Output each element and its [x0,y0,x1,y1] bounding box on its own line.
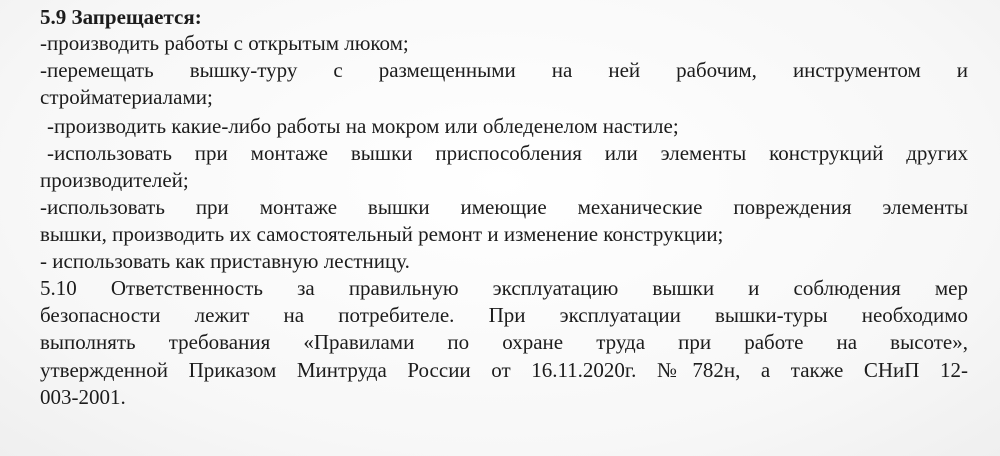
text-line: - использовать как приставную лестницу. [40,249,410,273]
text-line: -производить работы с открытым люком; [40,31,409,55]
text-line: безопасности лежит на потребителе. При эксплуатации вышки-туры необходимо [40,303,968,327]
text-line: -перемещать вышку-туру с размещенными на ней рабочим, инструментом и [40,58,968,82]
text-line: вышки, производить их самостоятельный ремонт и изменение конструкции; [40,222,724,246]
text-line: 5.10 Ответственность за правильную эксплуатацию вышки и соблюдения мер [40,276,968,300]
text-line: 003-2001. [40,385,126,409]
text-line: -использовать при монтаже вышки имеющие механические повреждения элементы [40,195,968,219]
section-heading: 5.9 Запрещается: [40,5,202,29]
text-line: -производить какие-либо работы на мокром или обледенелом настиле; [47,114,679,138]
text-line: производителей; [40,168,189,192]
text-line: утвержденной Приказом Минтруда России от 16.11.2020г. №782н, а также СНиП 12- [40,358,968,382]
text-line: стройматериалами; [40,85,213,109]
text-line: выполнять требования «Правилами по охране труда при работе на высоте», [40,330,968,354]
text-line: -использовать при монтаже вышки приспособления или элементы конструкций других [47,141,968,165]
